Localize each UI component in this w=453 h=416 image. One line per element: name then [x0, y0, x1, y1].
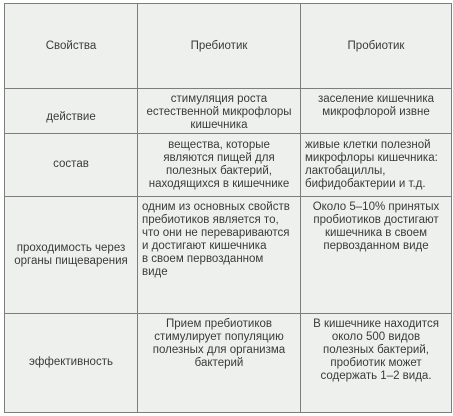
row-action-probiotic	[301, 89, 452, 134]
row-effectiveness-probiotic-text: В кишечнике находится около 500 видов полезных бактерий, пробиотик может содержать 1–2 вида.	[313, 317, 439, 382]
row-composition-property-text: состав	[53, 158, 89, 171]
row-effectiveness-prebiotic	[138, 313, 301, 412]
row-passage-property-text: проходимость через органы пищеварения	[14, 242, 128, 268]
row-passage-property	[5, 197, 138, 313]
row-action-property	[5, 89, 138, 134]
comparison-table	[4, 3, 452, 413]
row-effectiveness-probiotic	[301, 313, 452, 412]
header-property	[5, 4, 138, 89]
header-probiotic	[301, 4, 452, 89]
header-probiotic-text: Пробиотик	[347, 39, 405, 52]
row-action-prebiotic-text: стимуляция роста естественной микрофлоры кишечника	[146, 93, 292, 132]
row-passage-prebiotic	[138, 197, 301, 313]
header-property-text: Свойства	[45, 39, 97, 52]
row-passage-probiotic	[301, 197, 452, 313]
row-effectiveness-property-text: эффективность	[29, 356, 113, 369]
header-prebiotic	[138, 4, 301, 89]
row-action-property-text: действие	[46, 111, 96, 124]
table-row-passage	[5, 197, 452, 313]
table-row-composition	[5, 133, 452, 197]
row-composition-probiotic-text: живые клетки полезной микрофлоры кишечника: лактобациллы, бифидобактерии и т.д.	[305, 138, 438, 190]
row-action-prebiotic	[138, 89, 301, 134]
row-effectiveness-prebiotic-text: Прием пребиотиков стимулирует популяцию полезных для организма бактерий	[152, 317, 286, 369]
table-row-effectiveness	[5, 313, 452, 412]
row-action-probiotic-text: заселение кишечника микрофлорой извне	[317, 93, 435, 119]
table-row-action	[5, 89, 452, 134]
row-passage-probiotic-text: Около 5–10% принятых пробиотиков достигают кишечника в своем первозданном виде	[312, 201, 440, 253]
table-header-row	[5, 4, 452, 89]
row-composition-probiotic	[301, 133, 452, 197]
row-composition-prebiotic	[138, 133, 301, 197]
row-composition-property	[5, 133, 138, 197]
row-composition-prebiotic-text: вещества, которые являются пищей для полезных бактерий, находящихся в кишечнике	[148, 138, 290, 190]
row-passage-prebiotic-text: одним из основных свойств пребиотиков является то, что они не перевариваются и достигают кишечника в своем первозданном виде	[142, 201, 290, 279]
row-effectiveness-property	[5, 313, 138, 412]
header-prebiotic-text: Пребиотик	[190, 39, 248, 52]
